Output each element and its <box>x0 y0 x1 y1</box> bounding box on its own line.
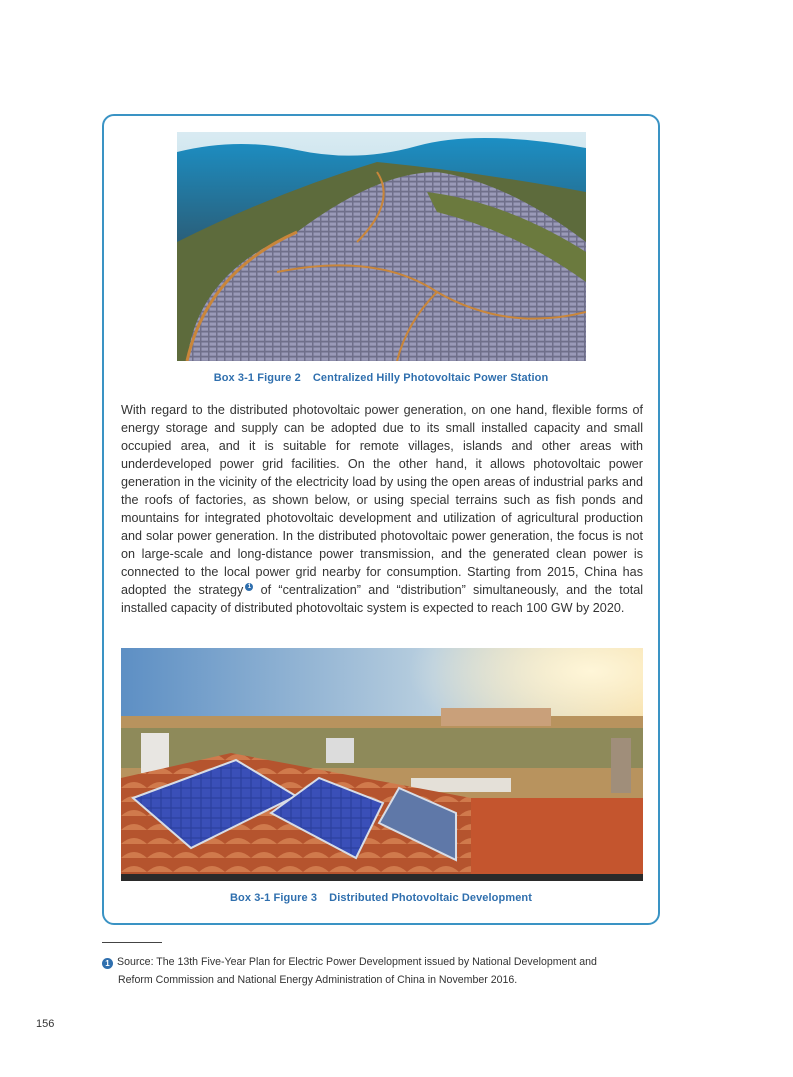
figure-2-label: Box 3-1 Figure 2 <box>213 372 301 384</box>
solar-hills-illustration <box>177 132 586 361</box>
footnote-marker-icon: 1 <box>102 958 113 969</box>
figure-hilly-pv-station-image <box>177 132 586 361</box>
figure-3-label: Box 3-1 Figure 3 <box>229 892 318 904</box>
figure-3-title: Distributed Photovoltaic Development <box>329 892 533 904</box>
rooftop-solar-illustration <box>121 648 643 881</box>
body-text-part1: With regard to the distributed photovoltaic power generation, on one hand, flexible forms of energy storage and supply can be adopted due to its small installed capacity and small occupied area, and it is suitable for remote villages, islands and other areas with underdeveloped power grid facilities. On the other hand, it allows photovoltaic power generation in the vicinity of the electricity load by using the open areas of industrial parks and the roofs of factories, as shown below, or using special terrains such as fish ponds and mountains for integrated photovoltaic development and utilization of agricultural production and solar power generation. In the distributed photovoltaic power generation, the focus is not on large-scale and long-distance power transmission, and the generated clean power is connected to the local power grid nearby for consumption. Starting from 2015, China has adopted the strategy <box>121 403 643 597</box>
footnote-separator <box>102 942 162 943</box>
footnote-line-2: Reform Commission and National Energy Administration of China in November 2016. <box>118 974 518 986</box>
figure-2-title: Centralized Hilly Photovoltaic Power Station <box>312 372 549 384</box>
figure-2-caption <box>102 372 660 384</box>
page-number: 156 <box>36 1018 55 1030</box>
footnote-line-1: Source: The 13th Five-Year Plan for Electric Power Development issued by National Development and <box>117 956 597 968</box>
figure-3-caption <box>102 892 660 904</box>
footnote <box>102 953 662 989</box>
body-text-part2: of “centralization” and “distribution” simultaneously, and the total installed capacity of distributed photovoltaic system is expected to reach 100 GW by 2020. <box>121 583 644 615</box>
figure-distributed-pv-image <box>121 648 643 881</box>
footnote-reference-icon[interactable]: 1 <box>245 583 253 591</box>
box-body-paragraph <box>121 401 643 617</box>
